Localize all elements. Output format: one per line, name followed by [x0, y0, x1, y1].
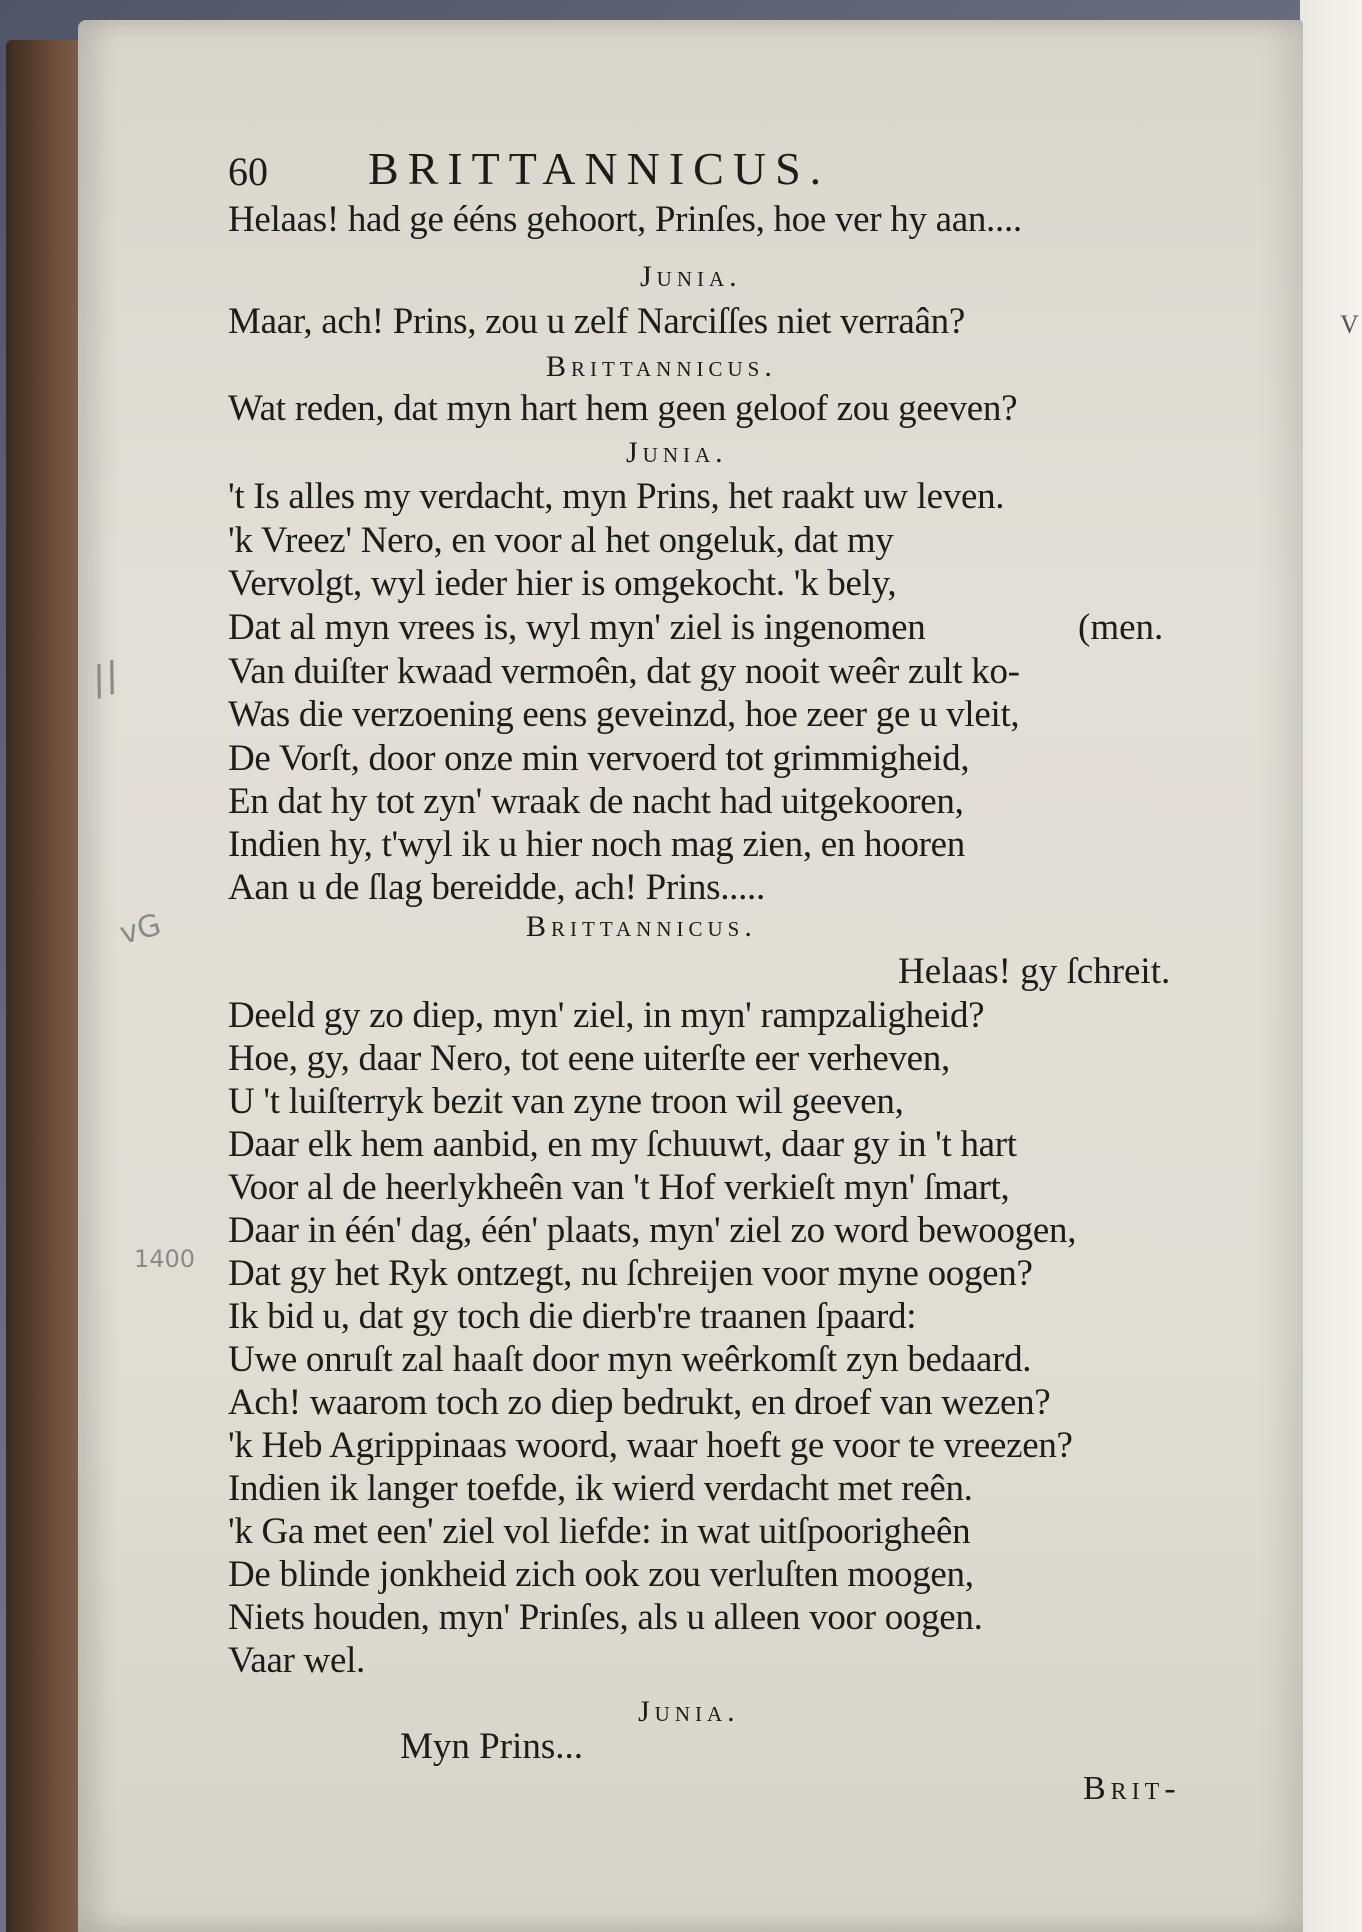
- verse-line: De blinde jonkheid zich ook zou verluſten moogen,: [228, 1554, 974, 1595]
- verse-line: Ach! waarom toch zo diep bedrukt, en droef van wezen?: [228, 1382, 1051, 1423]
- pencil-note: 1400: [134, 1245, 196, 1273]
- verse-line: Daar in één' dag, één' plaats, myn' ziel zo word bewoogen,: [228, 1210, 1077, 1251]
- page-number: 60: [228, 149, 268, 194]
- pencil-initials: vG: [116, 907, 165, 952]
- speaker-label: Junia.: [638, 1695, 740, 1728]
- page-text: [78, 20, 1303, 1932]
- facing-page-fragment: V: [1340, 310, 1359, 339]
- verse-line: Hoe, gy, daar Nero, tot eene uiterſte eer verheven,: [228, 1038, 950, 1079]
- verse-line: Indien ik langer toefde, ik wierd verdacht met reên.: [228, 1468, 973, 1509]
- verse-line: Voor al de heerlykheên van 't Hof verkieſt myn' ſmart,: [228, 1167, 1010, 1208]
- verse-line: Niets houden, myn' Prinſes, als u alleen voor oogen.: [228, 1597, 983, 1638]
- verse-line: Deeld gy zo diep, myn' ziel, in myn' rampzaligheid?: [228, 995, 985, 1036]
- speaker-label: Junia.: [626, 436, 728, 469]
- running-title: BRITTANNICUS.: [368, 143, 831, 194]
- pencil-slash-marks: //: [85, 652, 126, 706]
- verse-line: Myn Prins...: [400, 1726, 583, 1767]
- verse-line: En dat hy tot zyn' wraak de nacht had uitgekooren,: [228, 781, 964, 822]
- verse-line: Ik bid u, dat gy toch die dierb're traanen ſpaard:: [228, 1296, 917, 1337]
- verse-line: Dat gy het Ryk ontzegt, nu ſchreijen voor myne oogen?: [228, 1253, 1033, 1294]
- verse-line: Vervolgt, wyl ieder hier is omgekocht. 'k bely,: [228, 563, 897, 604]
- verse-line: Helaas! gy ſchreit.: [898, 951, 1171, 992]
- verse-line: 't Is alles my verdacht, myn Prins, het raakt uw leven.: [228, 476, 1005, 517]
- verse-line: Vaar wel.: [228, 1640, 366, 1681]
- verse-line: Dat al myn vrees is, wyl myn' ziel is ingenomen: [228, 607, 926, 648]
- catchword: Brit-: [1083, 1770, 1181, 1807]
- book-page: [78, 20, 1303, 1932]
- facing-page: [1300, 0, 1362, 1932]
- verse-line: Aan u de ſlag bereidde, ach! Prins.....: [228, 867, 765, 908]
- verse-line: 'k Heb Agrippinaas woord, waar hoeft ge voor te vreezen?: [228, 1425, 1073, 1466]
- verse-line: 'k Vreez' Nero, en voor al het ongeluk, dat my: [228, 520, 894, 561]
- speaker-label: Brittannicus.: [526, 910, 757, 943]
- verse-line: Maar, ach! Prins, zou u zelf Narciſſes niet verraân?: [228, 301, 965, 342]
- verse-line: De Vorſt, door onze min vervoerd tot grimmigheid,: [228, 738, 970, 779]
- verse-line: U 't luiſterryk bezit van zyne troon wil geeven,: [228, 1081, 904, 1122]
- overflow-word: (men.: [1078, 607, 1164, 648]
- verse-line: Helaas! had ge ééns gehoort, Prinſes, hoe ver hy aan....: [228, 199, 1022, 240]
- verse-line: Uwe onruſt zal haaſt door myn weêrkomſt zyn bedaard.: [228, 1339, 1032, 1380]
- verse-line: Wat reden, dat myn hart hem geen geloof zou geeven?: [228, 388, 1018, 429]
- verse-line: Was die verzoening eens geveinzd, hoe zeer ge u vleit,: [228, 694, 1020, 735]
- speaker-label: Brittannicus.: [546, 350, 777, 383]
- verse-line: Indien hy, t'wyl ik u hier noch mag zien, en hooren: [228, 824, 965, 865]
- verse-line: 'k Ga met een' ziel vol liefde: in wat uitſpoorigheên: [228, 1511, 971, 1552]
- verse-line: Daar elk hem aanbid, en my ſchuuwt, daar gy in 't hart: [228, 1124, 1017, 1165]
- verse-line: Van duiſter kwaad vermoên, dat gy nooit weêr zult ko-: [228, 651, 1020, 692]
- speaker-label: Junia.: [640, 260, 742, 293]
